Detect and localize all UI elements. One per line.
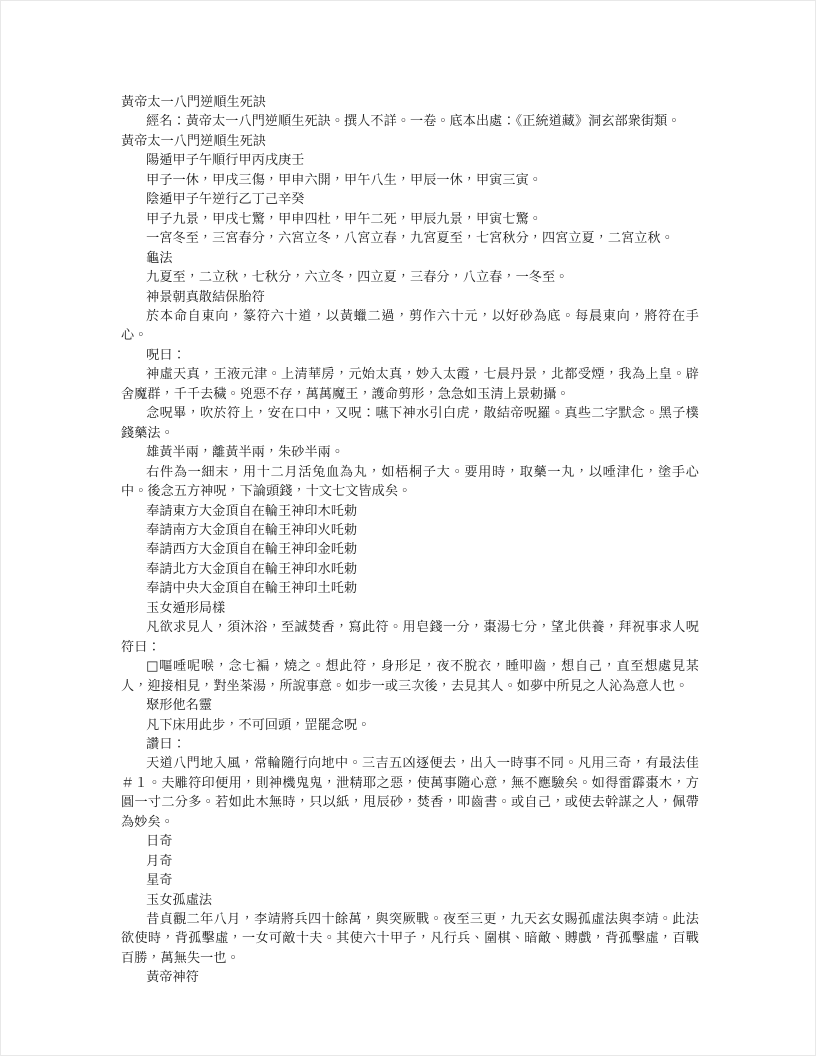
text-line: 甲子九景，甲戌七驚，甲申四杜，甲午二死，甲辰九景，甲寅七驚。 — [146, 211, 542, 227]
text-line: 雄黃半兩，離黃半兩，朱砂半兩。 — [146, 445, 345, 461]
text-line: 玉女遁形局樣 — [146, 600, 226, 616]
text-line: 奉請南方大金頂自在輪王神印火吒勅 — [146, 522, 358, 538]
text-line: 甲子一休，甲戌三傷，甲申六開，甲午八生，甲辰一休，甲寅三寅。 — [146, 172, 542, 188]
text-line: 奉請東方大金頂自在輪王神印木吒勅 — [146, 503, 358, 519]
text-line: 九夏至，二立秋，七秋分，六立冬，四立夏，三春分，八立春，一冬至。 — [146, 270, 569, 286]
text-line: 奉請北方大金頂自在輪王神印水吒勅 — [146, 561, 358, 577]
text-line: 呪曰： — [146, 347, 186, 363]
text-line: 讚曰： — [146, 736, 186, 752]
text-line: 凡欲求見人，須沐浴，至誠焚香，寫此符。用皂錢一分，棗湯七分，望北供養，拜祝事求人呪符曰： — [121, 620, 699, 655]
text-line: 經名：黃帝太一八門逆順生死訣。撰人不詳。一卷。底本出處：《正統道藏》洞玄部衆街類。 — [146, 114, 681, 130]
text-line: 奉請西方大金頂自在輪王神印金吒勅 — [146, 542, 358, 558]
text-line: 黃帝太一八門逆順生死訣 — [121, 95, 267, 110]
text-line: 念呪畢，吹於符上，安在口中，又呪：嚥下神水引白虎，散結帝呪羅。真些二字默念。黑子樸錢藥法。 — [121, 406, 699, 441]
text-line: 凡下床用此步，不可回頭，罡罷念呪。 — [146, 717, 371, 733]
text-line: 陽遁甲子午順行甲丙戌庚壬 — [146, 153, 305, 169]
text-line: 月奇 — [146, 853, 173, 869]
text-line: 玉女孤虛法 — [146, 892, 213, 908]
text-line: 神景朝真散結保胎符 — [146, 289, 265, 305]
text-line: 右件為一細末，用十二月活兔血為丸，如梧桐子大。要用時，取藥一丸，以唾津化，塗手心中。後念五方神呪，下論頭錢，十文七文皆成矣。 — [121, 464, 699, 500]
text-line: 星奇 — [146, 873, 173, 889]
text-line: 奉請中央大金頂自在輪王神印土吒勅 — [146, 581, 358, 597]
text-line: 黃帝神符 — [146, 970, 199, 986]
text-line: 黃帝太一八門逆順生死訣 — [121, 133, 267, 149]
text-line: 龜法 — [146, 250, 173, 266]
text-line: 昔貞觀二年八月，李靖將兵四十餘萬，與突厥戰。夜至三更，九天玄女賜孤虛法與李靖。此法欲使時，背孤擊虛，一女可敵十夫。其使六十甲子，凡行兵、圍棋、暗敵、賻戲，背孤擊虛，百戰百勝，萬無失一也。 — [121, 912, 699, 966]
text-line: 一宮冬至，三宮春分，六宮立冬，八宮立春，九宮夏至，七宮秋分，四宮立夏，二宮立秋。 — [146, 231, 674, 247]
text-line: 於本命自東向，篆符六十道，以黃蠟二過，剪作六十元，以好砂為底。每晨東向，將符在手心。 — [121, 308, 699, 344]
text-line: 天道八門地入風，常輪隨行向地中。三吉五凶逐便去，出入一時事不同。凡用三奇，有最法佳＃１。夫雕符印便用，則神機鬼鬼，泄精耶之惡，使萬事隨心意，無不應驗矣。如得雷霹棗木，方圓一寸二分多。若如此木無時，只以紙，甩辰砂，焚香，叩齒書。或自己，或使去幹謀之人，佩帶為妙矣。 — [121, 756, 699, 830]
text-line: 聚形他名靈 — [146, 698, 213, 714]
document-text-body — [121, 93, 699, 988]
text-line: 神虛天真，王液元津。上清華房，元始太真，妙入太霞，七晨丹景，北都受煙，我為上皇。辟舍魔群，千千去穢。兇惡不存，萬萬魔王，護命剪形，急急如玉清上景勅攝。 — [121, 367, 699, 402]
text-line: 日奇 — [146, 834, 173, 850]
text-line: 陰遁甲子午逆行乙丁己辛癸 — [146, 192, 305, 208]
text-line: □嘔唾呢喉，念七褊，燒之。想此符，身形足，夜不脫衣，睡叩齒，想自己，直至想處見某人，迎接相見，對坐茶湯，所說事意。如步一或三次後，去見其人。如夢中所見之人沁為意人也。 — [121, 659, 699, 694]
